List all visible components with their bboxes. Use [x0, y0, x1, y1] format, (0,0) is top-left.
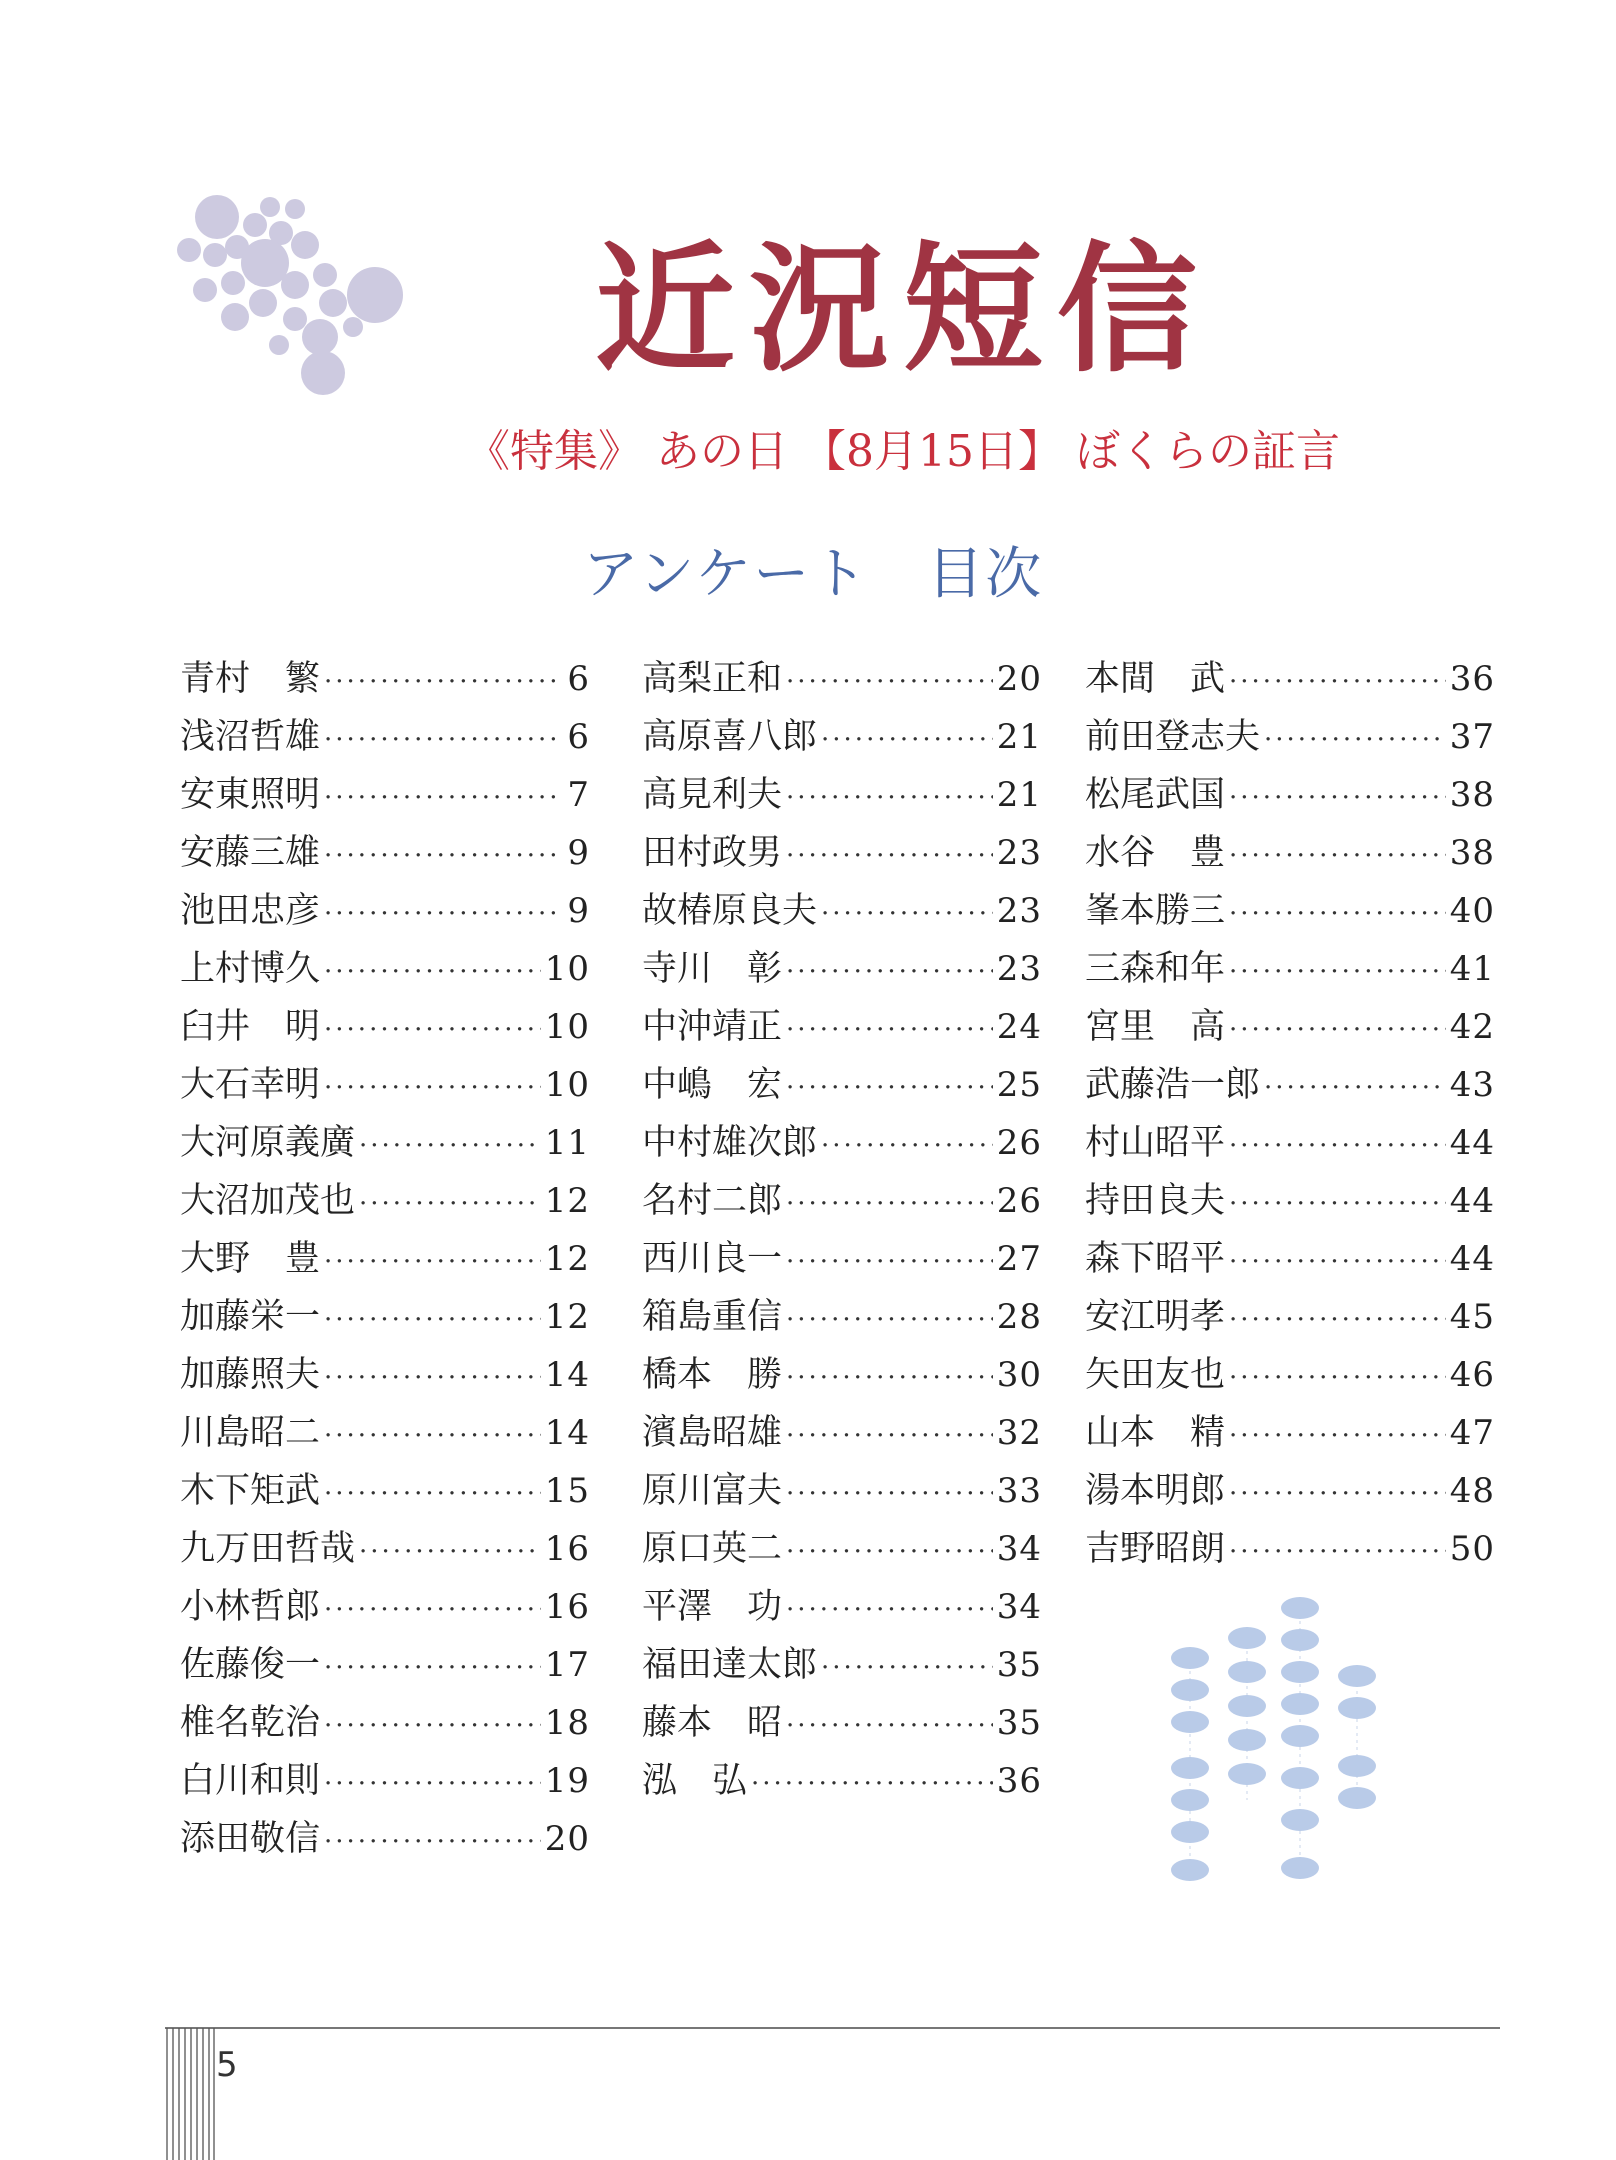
- toc-entry-name: 高見利夫: [642, 775, 783, 815]
- toc-entry: [180, 1172, 590, 1230]
- toc-entry-page: 26: [996, 1181, 1042, 1221]
- toc-entry-name: 安藤三雄: [180, 833, 321, 873]
- toc-entry: [642, 1578, 1042, 1636]
- leader-dots: [324, 1291, 541, 1349]
- toc-entry-name: 浅沼哲雄: [180, 717, 321, 757]
- toc-entry: [180, 998, 590, 1056]
- toc-entry-name: 中村雄次郎: [642, 1123, 818, 1163]
- toc-entry: [1085, 1346, 1495, 1404]
- toc-entry-name: 福田達太郎: [642, 1645, 818, 1685]
- toc-entry-page: 18: [544, 1703, 590, 1743]
- toc-entry-page: 9: [567, 891, 590, 931]
- leader-dots: [1229, 1117, 1446, 1175]
- toc-entry-name: 水谷 豊: [1085, 833, 1226, 873]
- toc-entry: [642, 1752, 1042, 1810]
- toc-entry-name: 武藤浩一郎: [1085, 1065, 1261, 1105]
- toc-entry-page: 19: [544, 1761, 590, 1801]
- toc-entry-name: 故椿原良夫: [642, 891, 818, 931]
- toc-entry-name: 橋本 勝: [642, 1355, 783, 1395]
- toc-entry: [1085, 1404, 1495, 1462]
- leader-dots: [1229, 1001, 1446, 1059]
- leader-dots: [324, 711, 563, 769]
- leader-dots: [324, 1639, 541, 1697]
- leader-dots: [359, 1175, 541, 1233]
- toc-entry-page: 48: [1449, 1471, 1495, 1511]
- page-title: 近況短信: [594, 228, 1211, 392]
- survey-contents-heading: アンケート 目次: [582, 542, 1044, 607]
- toc-entry: [180, 1636, 590, 1694]
- toc-entry-name: 持田良夫: [1085, 1181, 1226, 1221]
- toc-entry-name: 九万田哲哉: [180, 1529, 356, 1569]
- toc-entry-page: 34: [996, 1587, 1042, 1627]
- leader-dots: [1264, 711, 1446, 769]
- toc-entry-name: 濱島昭雄: [642, 1413, 783, 1453]
- toc-entry-page: 21: [996, 775, 1042, 815]
- toc-entry-page: 14: [544, 1355, 590, 1395]
- toc-entry: [1085, 1520, 1495, 1578]
- toc-entry-name: 名村二郎: [642, 1181, 783, 1221]
- toc-entry: [180, 1404, 590, 1462]
- toc-entry-name: 高原喜八郎: [642, 717, 818, 757]
- leader-dots: [324, 1059, 541, 1117]
- leader-dots: [786, 1349, 993, 1407]
- leader-dots: [821, 711, 993, 769]
- toc-entry: [642, 1288, 1042, 1346]
- toc-entry-page: 32: [996, 1413, 1042, 1453]
- toc-entry-name: 峯本勝三: [1085, 891, 1226, 931]
- toc-entry-name: 泓 弘: [642, 1761, 748, 1801]
- toc-entry: [642, 1346, 1042, 1404]
- toc-entry-page: 37: [1449, 717, 1495, 757]
- toc-entry: [180, 650, 590, 708]
- toc-entry-page: 12: [544, 1297, 590, 1337]
- toc-entry-name: 佐藤俊一: [180, 1645, 321, 1685]
- toc-entry: [1085, 1462, 1495, 1520]
- toc-entry-page: 25: [996, 1065, 1042, 1105]
- leader-dots: [786, 1059, 993, 1117]
- toc-entry-name: 白川和則: [180, 1761, 321, 1801]
- toc-entry-page: 21: [996, 717, 1042, 757]
- toc-entry: [642, 940, 1042, 998]
- toc-entry: [642, 1114, 1042, 1172]
- leader-dots: [751, 1755, 993, 1813]
- leader-dots: [786, 653, 993, 711]
- toc-entry: [642, 766, 1042, 824]
- toc-entry-name: 矢田友也: [1085, 1355, 1226, 1395]
- toc-entry-name: 臼井 明: [180, 1007, 321, 1047]
- feature-subtitle: 《特集》 あの日 【8月15日】 ぼくらの証言: [466, 426, 1340, 477]
- leader-dots: [821, 1117, 993, 1175]
- toc-entry-page: 38: [1449, 775, 1495, 815]
- toc-entry-page: 38: [1449, 833, 1495, 873]
- leader-dots: [821, 1639, 993, 1697]
- toc-column-3: [1085, 650, 1495, 1578]
- toc-entry-page: 36: [996, 1761, 1042, 1801]
- toc-entry-name: 山本 精: [1085, 1413, 1226, 1453]
- leader-dots: [1229, 1349, 1446, 1407]
- leader-dots: [786, 1233, 993, 1291]
- toc-entry-name: 大野 豊: [180, 1239, 321, 1279]
- leader-dots: [1229, 1407, 1446, 1465]
- toc-entry: [180, 824, 590, 882]
- footer-divider: [165, 2027, 1500, 2029]
- toc-entry-page: 44: [1449, 1181, 1495, 1221]
- toc-entry: [180, 1578, 590, 1636]
- toc-entry: [180, 1752, 590, 1810]
- leader-dots: [324, 885, 563, 943]
- toc-entry-name: 田村政男: [642, 833, 783, 873]
- toc-entry-page: 6: [567, 717, 590, 757]
- leader-dots: [821, 885, 993, 943]
- leader-dots: [324, 1407, 541, 1465]
- footer-line-ornament: [165, 2028, 215, 2160]
- toc-entry: [1085, 940, 1495, 998]
- leader-dots: [786, 1697, 993, 1755]
- toc-entry: [1085, 1230, 1495, 1288]
- toc-entry-page: 47: [1449, 1413, 1495, 1453]
- toc-entry: [642, 650, 1042, 708]
- leader-dots: [786, 1291, 993, 1349]
- leader-dots: [324, 1697, 541, 1755]
- toc-entry: [642, 1462, 1042, 1520]
- toc-entry-page: 23: [996, 949, 1042, 989]
- toc-entry: [642, 1520, 1042, 1578]
- toc-entry: [180, 1114, 590, 1172]
- toc-entry-page: 43: [1449, 1065, 1495, 1105]
- toc-entry-name: 安江明孝: [1085, 1297, 1226, 1337]
- toc-entry-name: 原川富夫: [642, 1471, 783, 1511]
- toc-entry-page: 23: [996, 891, 1042, 931]
- toc-entry-name: 大河原義廣: [180, 1123, 356, 1163]
- toc-entry: [1085, 1172, 1495, 1230]
- leader-dots: [1229, 885, 1446, 943]
- toc-entry-page: 33: [996, 1471, 1042, 1511]
- toc-entry-name: 寺川 彰: [642, 949, 783, 989]
- leader-dots: [786, 1523, 993, 1581]
- toc-column-2: [642, 650, 1042, 1810]
- toc-entry: [180, 1810, 590, 1868]
- toc-entry: [1085, 1114, 1495, 1172]
- toc-entry-name: 加藤栄一: [180, 1297, 321, 1337]
- leader-dots: [324, 1465, 541, 1523]
- toc-entry-page: 34: [996, 1529, 1042, 1569]
- leader-dots: [786, 1175, 993, 1233]
- toc-entry-page: 46: [1449, 1355, 1495, 1395]
- toc-entry-name: 青村 繁: [180, 659, 321, 699]
- toc-entry-page: 41: [1449, 949, 1495, 989]
- toc-entry: [642, 1172, 1042, 1230]
- toc-entry-name: 加藤照夫: [180, 1355, 321, 1395]
- toc-entry-name: 大石幸明: [180, 1065, 321, 1105]
- toc-entry-name: 湯本明郎: [1085, 1471, 1226, 1511]
- toc-entry: [1085, 882, 1495, 940]
- leader-dots: [786, 827, 993, 885]
- toc-entry-page: 44: [1449, 1239, 1495, 1279]
- toc-entry-page: 20: [996, 659, 1042, 699]
- toc-entry-name: 箱島重信: [642, 1297, 783, 1337]
- leader-dots: [1229, 827, 1446, 885]
- toc-entry: [1085, 1056, 1495, 1114]
- toc-entry: [642, 824, 1042, 882]
- leader-dots: [324, 769, 563, 827]
- toc-entry-name: 吉野昭朗: [1085, 1529, 1226, 1569]
- leader-dots: [324, 827, 563, 885]
- toc-entry-page: 11: [544, 1123, 590, 1163]
- toc-entry-page: 12: [544, 1181, 590, 1221]
- toc-entry: [642, 708, 1042, 766]
- toc-entry: [642, 1056, 1042, 1114]
- toc-entry-name: 宮里 高: [1085, 1007, 1226, 1047]
- toc-entry: [180, 1288, 590, 1346]
- toc-entry-page: 16: [544, 1529, 590, 1569]
- toc-entry: [642, 1694, 1042, 1752]
- toc-entry: [180, 940, 590, 998]
- leader-dots: [1229, 1175, 1446, 1233]
- toc-entry-page: 10: [544, 1065, 590, 1105]
- leader-dots: [359, 1117, 541, 1175]
- toc-entry-page: 12: [544, 1239, 590, 1279]
- toc-entry-name: 本間 武: [1085, 659, 1226, 699]
- leader-dots: [786, 1407, 993, 1465]
- toc-entry-page: 36: [1449, 659, 1495, 699]
- toc-entry: [180, 1056, 590, 1114]
- toc-entry: [642, 1636, 1042, 1694]
- toc-entry: [642, 1404, 1042, 1462]
- toc-column-1: [180, 650, 590, 1868]
- toc-entry-name: 中沖靖正: [642, 1007, 783, 1047]
- toc-entry-page: 27: [996, 1239, 1042, 1279]
- leader-dots: [786, 1001, 993, 1059]
- leader-dots: [1229, 653, 1446, 711]
- toc-entry: [642, 1230, 1042, 1288]
- leader-dots: [786, 769, 993, 827]
- toc-entry-page: 9: [567, 833, 590, 873]
- oval-strand-decoration: [1160, 1590, 1420, 1900]
- leader-dots: [324, 1581, 541, 1639]
- leader-dots: [324, 1001, 541, 1059]
- toc-entry-name: 村山昭平: [1085, 1123, 1226, 1163]
- toc-entry-name: 木下矩武: [180, 1471, 321, 1511]
- leader-dots: [324, 1813, 541, 1871]
- leader-dots: [324, 943, 541, 1001]
- toc-entry-page: 45: [1449, 1297, 1495, 1337]
- toc-entry-page: 26: [996, 1123, 1042, 1163]
- leader-dots: [786, 943, 993, 1001]
- toc-entry: [180, 1346, 590, 1404]
- page-number: 5: [216, 2045, 238, 2085]
- leader-dots: [1264, 1059, 1446, 1117]
- toc-entry-page: 20: [544, 1819, 590, 1859]
- toc-entry: [1085, 1288, 1495, 1346]
- toc-entry-name: 上村博久: [180, 949, 321, 989]
- toc-entry-name: 川島昭二: [180, 1413, 321, 1453]
- leader-dots: [1229, 943, 1446, 1001]
- toc-entry-page: 17: [544, 1645, 590, 1685]
- toc-entry-page: 42: [1449, 1007, 1495, 1047]
- toc-entry-page: 44: [1449, 1123, 1495, 1163]
- toc-entry-page: 40: [1449, 891, 1495, 931]
- leader-dots: [324, 1349, 541, 1407]
- leader-dots: [1229, 1233, 1446, 1291]
- leader-dots: [359, 1523, 541, 1581]
- toc-entry-name: 小林哲郎: [180, 1587, 321, 1627]
- toc-entry-name: 安東照明: [180, 775, 321, 815]
- toc-entry-page: 35: [996, 1703, 1042, 1743]
- toc-entry: [1085, 824, 1495, 882]
- toc-entry-page: 16: [544, 1587, 590, 1627]
- toc-entry: [180, 766, 590, 824]
- toc-entry-page: 23: [996, 833, 1042, 873]
- toc-entry-page: 24: [996, 1007, 1042, 1047]
- leader-dots: [786, 1465, 993, 1523]
- leader-dots: [1229, 1465, 1446, 1523]
- toc-entry: [180, 882, 590, 940]
- toc-entry-name: 高梨正和: [642, 659, 783, 699]
- toc-entry-page: 35: [996, 1645, 1042, 1685]
- toc-entry-page: 15: [544, 1471, 590, 1511]
- toc-entry-page: 10: [544, 1007, 590, 1047]
- toc-entry-page: 14: [544, 1413, 590, 1453]
- toc-entry-name: 原口英二: [642, 1529, 783, 1569]
- toc-entry-name: 西川良一: [642, 1239, 783, 1279]
- toc-entry: [180, 1694, 590, 1752]
- leader-dots: [324, 1233, 541, 1291]
- leader-dots: [1229, 769, 1446, 827]
- toc-entry: [1085, 708, 1495, 766]
- toc-entry-name: 平澤 功: [642, 1587, 783, 1627]
- toc-entry-name: 松尾武国: [1085, 775, 1226, 815]
- leader-dots: [324, 1755, 541, 1813]
- toc-entry: [180, 1230, 590, 1288]
- toc-entry-name: 三森和年: [1085, 949, 1226, 989]
- toc-entry: [180, 1520, 590, 1578]
- toc-entry: [1085, 766, 1495, 824]
- toc-entry: [180, 708, 590, 766]
- leader-dots: [786, 1581, 993, 1639]
- toc-entry-page: 50: [1449, 1529, 1495, 1569]
- toc-entry-page: 10: [544, 949, 590, 989]
- toc-entry: [1085, 650, 1495, 708]
- toc-entry: [1085, 998, 1495, 1056]
- toc-entry-name: 前田登志夫: [1085, 717, 1261, 757]
- toc-entry: [642, 882, 1042, 940]
- leader-dots: [1229, 1291, 1446, 1349]
- toc-entry: [642, 998, 1042, 1056]
- toc-entry-page: 6: [567, 659, 590, 699]
- leader-dots: [1229, 1523, 1446, 1581]
- toc-entry-name: 椎名乾治: [180, 1703, 321, 1743]
- toc-entry-name: 森下昭平: [1085, 1239, 1226, 1279]
- toc-entry-page: 28: [996, 1297, 1042, 1337]
- toc-entry-name: 添田敬信: [180, 1819, 321, 1859]
- toc-entry-page: 30: [996, 1355, 1042, 1395]
- leader-dots: [324, 653, 563, 711]
- toc-entry-name: 中嶋 宏: [642, 1065, 783, 1105]
- toc-entry-name: 藤本 昭: [642, 1703, 783, 1743]
- toc-entry: [180, 1462, 590, 1520]
- toc-entry-page: 7: [567, 775, 590, 815]
- toc-entry-name: 池田忠彦: [180, 891, 321, 931]
- toc-entry-name: 大沼加茂也: [180, 1181, 356, 1221]
